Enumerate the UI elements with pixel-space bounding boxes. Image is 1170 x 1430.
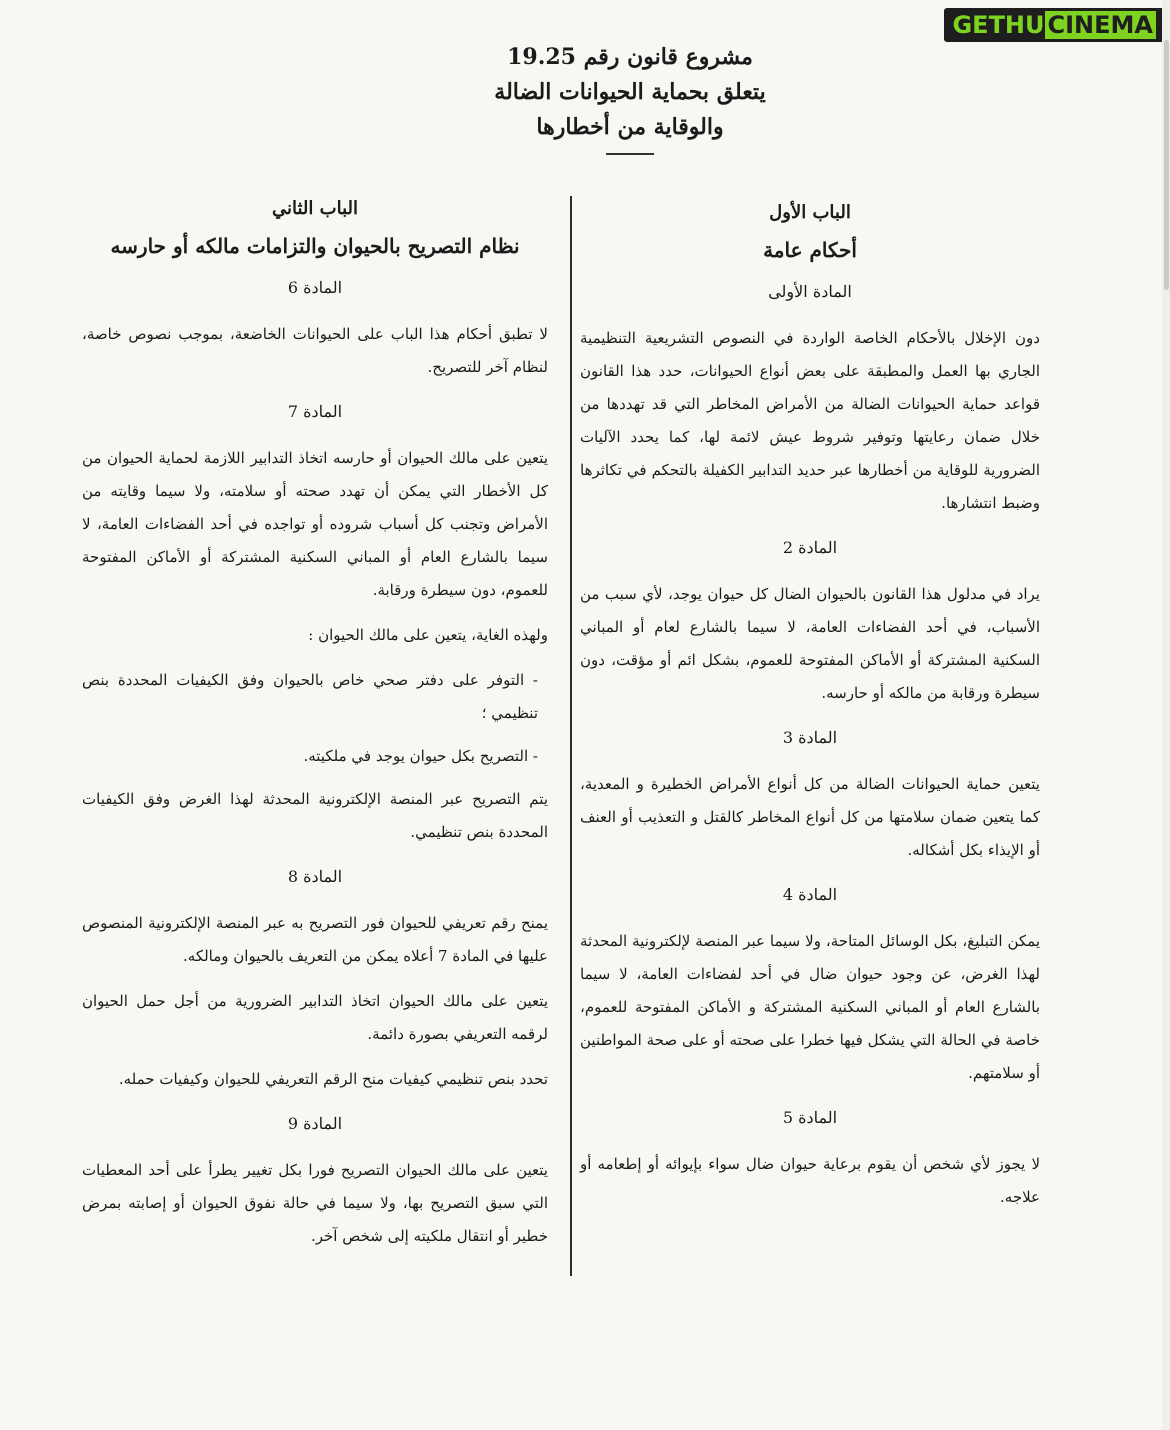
article-text: يراد في مدلول هذا القانون بالحيوان الضال كل حيوان يوجد، لأي سبب من الأسباب، في أحد الفضاءات العامة، لا سيما بالشارع لعام أو المباني السكنية المشتركة أو الأماكن المفتوحة للعموم، بشكل ائم أو مؤقت، دون سيطرة ورقابة من مالكه أو حارسه. xyxy=(580,585,1040,702)
article-text: يتعين حماية الحيوانات الضالة من كل أنواع الأمراض الخطيرة و المعدية، كما يتعين ضمان سلامتها من كل أنواع المخاطر كالقتل و التعذيب أو العنف أو الإيذاء بكل أشكاله. xyxy=(580,775,1040,859)
article-text: يتعين على مالك الحيوان أو حارسه اتخاذ التدابير اللازمة لحماية الحيوان من كل الأخطار التي يمكن أن تهدد صحته أو سلامته، ولا سيما وقايته من الأمراض وتجنب كل أسباب شروده أو تواجده في أحد الفضاءات العامة، لا سيما بالشارع العام أو المباني السكنية المشتركة أو الأماكن المفتوحة للعموم، دون سيطرة ورقابة. xyxy=(82,449,548,599)
chapter-title: أحكام عامة xyxy=(763,238,857,262)
header-rule xyxy=(606,153,654,155)
header-line3: والوقاية من أخطارها xyxy=(536,114,724,140)
article-title: المادة 9 xyxy=(287,1114,343,1133)
scrollbar-thumb[interactable] xyxy=(1164,40,1169,290)
article-intro: ولهذه الغاية، يتعين على مالك الحيوان : xyxy=(308,626,548,644)
article-title: المادة 8 xyxy=(287,867,343,886)
column-divider xyxy=(570,196,572,1276)
list-item: - التوفر على دفتر صحي خاص بالحيوان وفق الكيفيات المحددة بنص تنظيمي ؛ xyxy=(82,671,538,722)
left-column xyxy=(82,192,548,1265)
watermark-part2: CINEMA xyxy=(1045,11,1156,39)
article-text: يتم التصريح عبر المنصة الإلكترونية المحدثة لهذا الغرض وفق الكيفيات المحددة بنص تنظيمي. xyxy=(82,790,548,841)
header-line1: مشروع قانون رقم 19.25 xyxy=(507,44,753,70)
article-title: المادة 5 xyxy=(782,1108,838,1127)
article-text: يمنح رقم تعريفي للحيوان فور التصريح به عبر المنصة الإلكترونية المنصوص عليها في المادة 7 أعلاه يمكن من التعريف بالحيوان ومالكه. xyxy=(82,914,548,965)
right-column xyxy=(580,196,1040,1226)
watermark-part1: GETHU xyxy=(952,11,1045,39)
article-text: تحدد بنص تنظيمي كيفيات منح الرقم التعريفي للحيوان وكيفيات حمله. xyxy=(118,1070,548,1088)
article-text: يتعين على مالك الحيوان اتخاذ التدابير الضرورية من أجل حمل الحيوان لرقمه التعريفي بصورة دائمة. xyxy=(82,992,548,1043)
chapter-title: نظام التصريح بالحيوان والتزامات مالكه أو حارسه xyxy=(110,234,520,258)
article-title: المادة الأولى xyxy=(768,282,852,301)
watermark-logo xyxy=(944,8,1164,42)
article-title: المادة 6 xyxy=(287,278,343,297)
article-title: المادة 7 xyxy=(287,402,343,421)
article-text: لا تطبق أحكام هذا الباب على الحيوانات الخاضعة، بموجب نصوص خاصة، لنظام آخر للتصريح. xyxy=(82,325,548,376)
list-item: - التصريح بكل حيوان يوجد في ملكيته. xyxy=(303,747,538,765)
chapter-heading: الباب الثاني xyxy=(271,198,359,219)
article-title: المادة 2 xyxy=(782,538,838,557)
article-text: يتعين على مالك الحيوان التصريح فورا بكل تغيير يطرأ على أحد المعطيات التي سبق التصريح بها، ولا سيما في حالة نفوق الحيوان أو إصابته بمرض خطير أو انتقال ملكيته إلى شخص آخر. xyxy=(82,1161,548,1245)
article-title: المادة 4 xyxy=(782,885,838,904)
article-text: لا يجوز لأي شخص أن يقوم برعاية حيوان ضال سواء بإيوائه أو إطعامه أو علاجه. xyxy=(580,1155,1040,1206)
article-text: دون الإخلال بالأحكام الخاصة الواردة في النصوص التشريعية التنظيمية الجاري بها العمل والمطبقة على بعض أنواع الحيوانات، حدد هذا القانون قواعد حماية الحيوانات الضالة من الأمراض المخاطر التي قد تهددها من خلال ضمان رعايتها وتوفير شروط عيش لائمة لها، كما يحدد الآليات الضرورية للوقاية من أخطارها عبر حديد التدابير الكفيلة بالتحكم في تكاثرها وضبط انتشارها. xyxy=(580,329,1040,512)
document-header xyxy=(300,40,960,155)
header-line2: يتعلق بحماية الحيوانات الضالة xyxy=(494,79,766,105)
chapter-heading: الباب الأول xyxy=(769,202,851,223)
article-title: المادة 3 xyxy=(782,728,838,747)
article-text: يمكن التبليغ، بكل الوسائل المتاحة، ولا سيما عبر المنصة لإلكترونية المحدثة لهذا الغرض، عن وجود حيوان ضال في أحد لفضاءات العامة، لا سيما بالشارع العام أو المباني السكنية المشتركة و الأماكن المفتوحة للعموم، خاصة في الحالة التي يشكل فيها خطرا على صحته أو على صحة المواطنين أو سلامتهم. xyxy=(580,932,1040,1082)
scrollbar[interactable] xyxy=(1162,0,1170,1430)
